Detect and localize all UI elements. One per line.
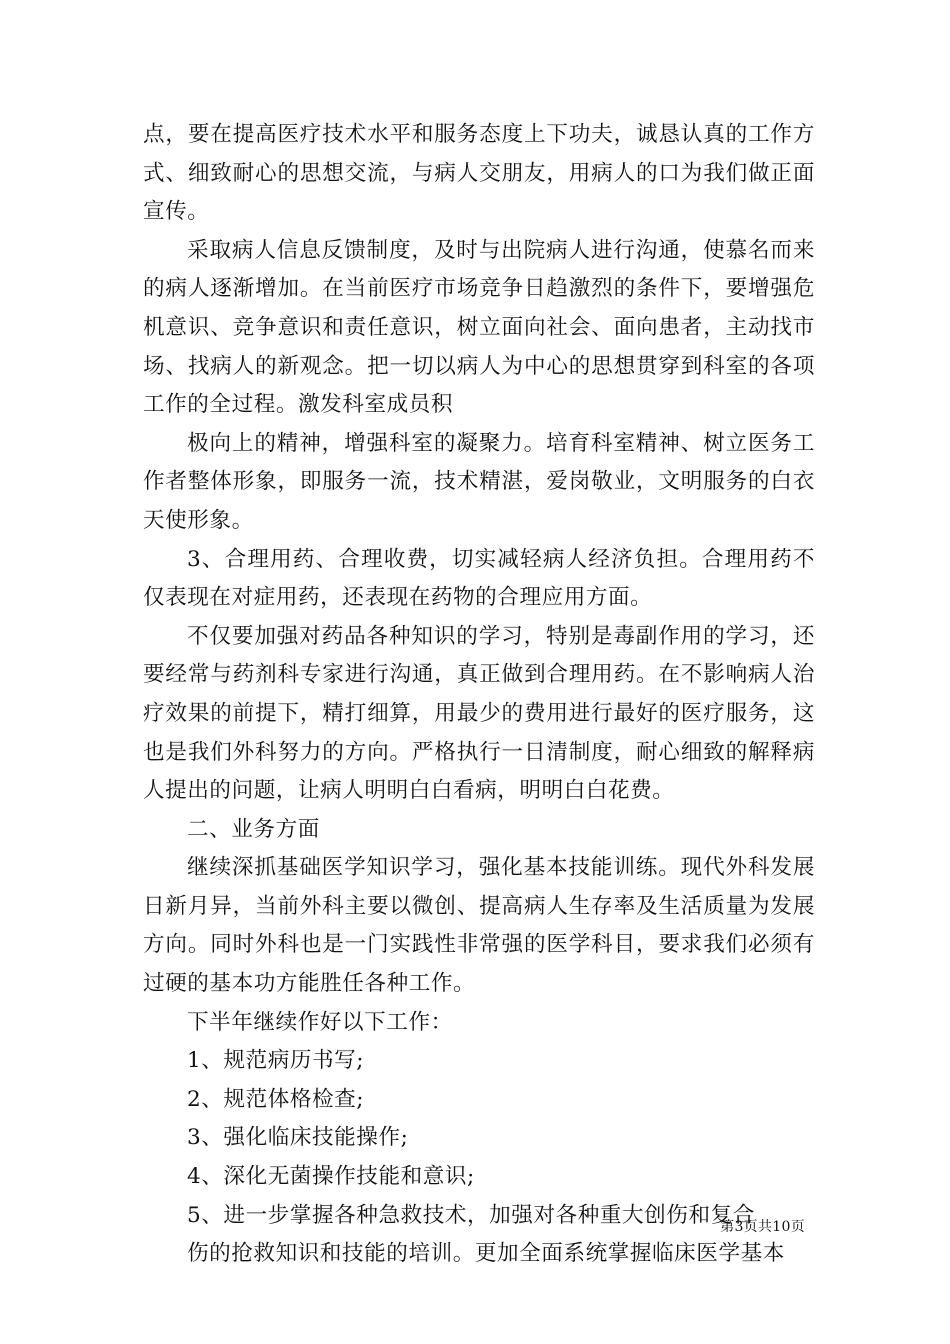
paragraph-continuation: 伤的抢救知识和技能的培训。更加全面系统掌握临床医学基本 bbox=[187, 1241, 785, 1267]
list-item-4: 4、深化无菌操作技能和意识; bbox=[187, 1164, 475, 1190]
paragraph-8: 下半年继续作好以下工作： bbox=[187, 1009, 453, 1035]
document-body bbox=[143, 116, 815, 1274]
list-item-3: 3、强化临床技能操作; bbox=[187, 1125, 409, 1151]
page-number-footer: 第3页共10页 bbox=[720, 1219, 805, 1235]
paragraph-4: 3、合理用药、合理收费，切实减轻病人经济负担。合理用药不仅表现在对症用药，还表现在药物的合理应用方面。 bbox=[143, 546, 815, 611]
paragraph-3: 极向上的精神，增强科室的凝聚力。培育科室精神、树立医务工作者整体形象，即服务一流，技术精湛，爱岗敬业，文明服务的白衣天使形象。 bbox=[143, 430, 815, 533]
list-item-2: 2、规范体格检查; bbox=[187, 1086, 365, 1112]
list-item-1: 1、规范病历书写; bbox=[187, 1048, 365, 1074]
section-heading-business: 二、业务方面 bbox=[187, 816, 320, 842]
paragraph-7: 继续深抓基础医学知识学习，强化基本技能训练。现代外科发展日新月异，当前外科主要以微创、提高病人生存率及生活质量为发展方向。同时外科也是一门实践性非常强的医学科目，要求我们必须有过硬的基本功方能胜任各种工作。 bbox=[143, 855, 815, 997]
paragraph-1: 点，要在提高医疗技术水平和服务态度上下功夫，诚恳认真的工作方式、细致耐心的思想交流，与病人交朋友，用病人的口为我们做正面宣传。 bbox=[143, 122, 815, 225]
paragraph-5: 不仅要加强对药品各种知识的学习，特别是毒副作用的学习，还要经常与药剂科专家进行沟通，真正做到合理用药。在不影响病人治疗效果的前提下，精打细算，用最少的费用进行最好的医疗服务，这也是我们外科努力的方向。严格执行一日清制度，耐心细致的解释病人提出的问题，让病人明明白白看病，明明白白花费。 bbox=[143, 623, 815, 804]
paragraph-2: 采取病人信息反馈制度，及时与出院病人进行沟通，使慕名而来的病人逐渐增加。在当前医疗市场竞争日趋激烈的条件下，要增强危机意识、竞争意识和责任意识，树立面向社会、面向患者，主动找市场、找病人的新观念。把一切以病人为中心的思想贯穿到科室的各项工作的全过程。激发科室成员积 bbox=[143, 237, 815, 418]
list-item-5: 5、进一步掌握各种急救技术，加强对各种重大创伤和复合 bbox=[187, 1202, 755, 1228]
